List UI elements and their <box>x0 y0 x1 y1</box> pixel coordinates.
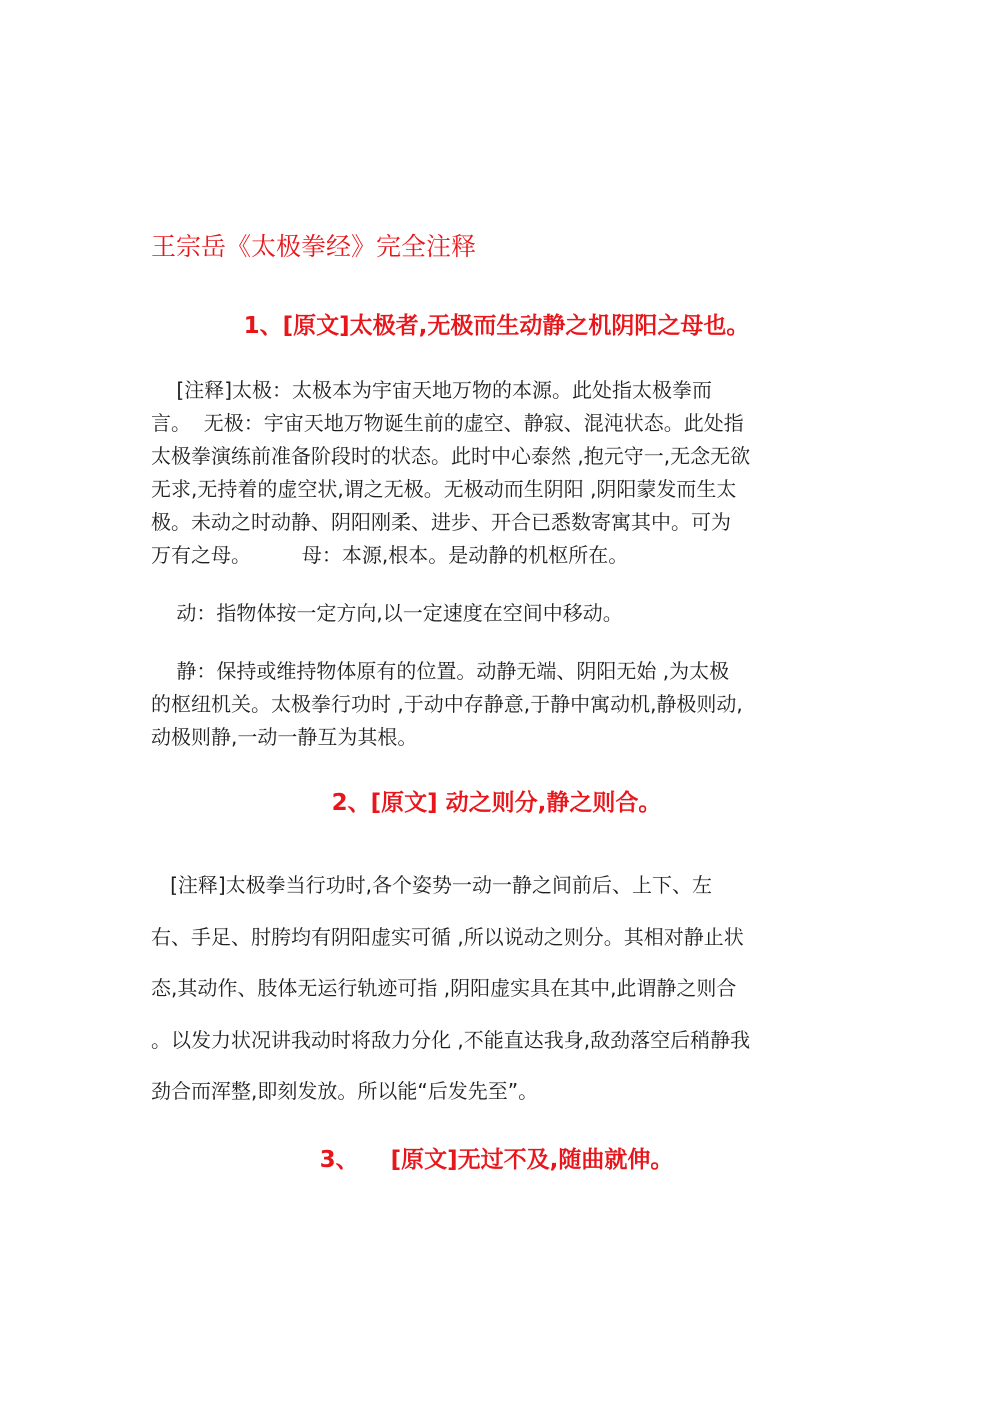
text-line: 万有之母。 母：本源,根本。是动静的机枢所在。 <box>151 543 629 567</box>
annotation-paragraph-dong <box>151 597 841 630</box>
text-line: 的枢纽机关。太极拳行功时 ,于动中存静意,于静中寓动机,静极则动, <box>151 692 743 716</box>
text-line: 太极拳演练前准备阶段时的状态。此时中心泰然 ,抱元守一,无念无欲 <box>151 444 751 468</box>
text-line: 右、手足、肘胯均有阴阳虚实可循 ,所以说动之则分。其相对静止状 <box>151 924 744 949</box>
text-line: [注释]太极拳当行功时,各个姿势一动一静之间前后、上下、左 <box>151 873 713 897</box>
annotation-paragraph-taiji-wuji <box>151 374 841 572</box>
text-line: 无求,无持着的虚空状,谓之无极。无极动而生阴阳 ,阴阳蒙发而生太 <box>151 477 737 501</box>
text-line: 极。未动之时动静、阴阳刚柔、进步、开合已悉数寄寓其中。可为 <box>151 510 731 534</box>
section-heading-1: 1、[原文]太极者,无极而生动静之机阴阳之母也。 <box>243 313 750 339</box>
text-line: 。以发力状况讲我动时将敌力分化 ,不能直达我身,敌劲落空后稍静我 <box>151 1027 751 1052</box>
text-line: [注释]太极：太极本为宇宙天地万物的本源。此处指太极拳而 <box>151 378 713 402</box>
annotation-paragraph-jing <box>151 655 841 754</box>
text-line: 动：指物体按一定方向,以一定速度在空间中移动。 <box>151 601 623 625</box>
text-line: 态,其动作、肢体无运行轨迹可指 ,阴阳虚实具在其中,此谓静之则合 <box>151 976 737 1000</box>
annotation-paragraph-fen-he <box>151 860 841 1118</box>
text-line: 言。 无极：宇宙天地万物诞生前的虚空、静寂、混沌状态。此处指 <box>151 411 744 435</box>
section-heading-2: 2、[原文] 动之则分,静之则合。 <box>331 790 662 816</box>
section-heading-3: 3、 [原文]无过不及,随曲就伸。 <box>319 1147 674 1173</box>
document-title: 王宗岳《太极拳经》完全注释 <box>151 232 477 261</box>
text-line: 劲合而浑整,即刻发放。所以能“后发先至”。 <box>151 1079 539 1103</box>
text-line: 动极则静,一动一静互为其根。 <box>151 725 418 749</box>
text-line: 静：保持或维持物体原有的位置。动静无端、阴阳无始 ,为太极 <box>151 659 730 683</box>
